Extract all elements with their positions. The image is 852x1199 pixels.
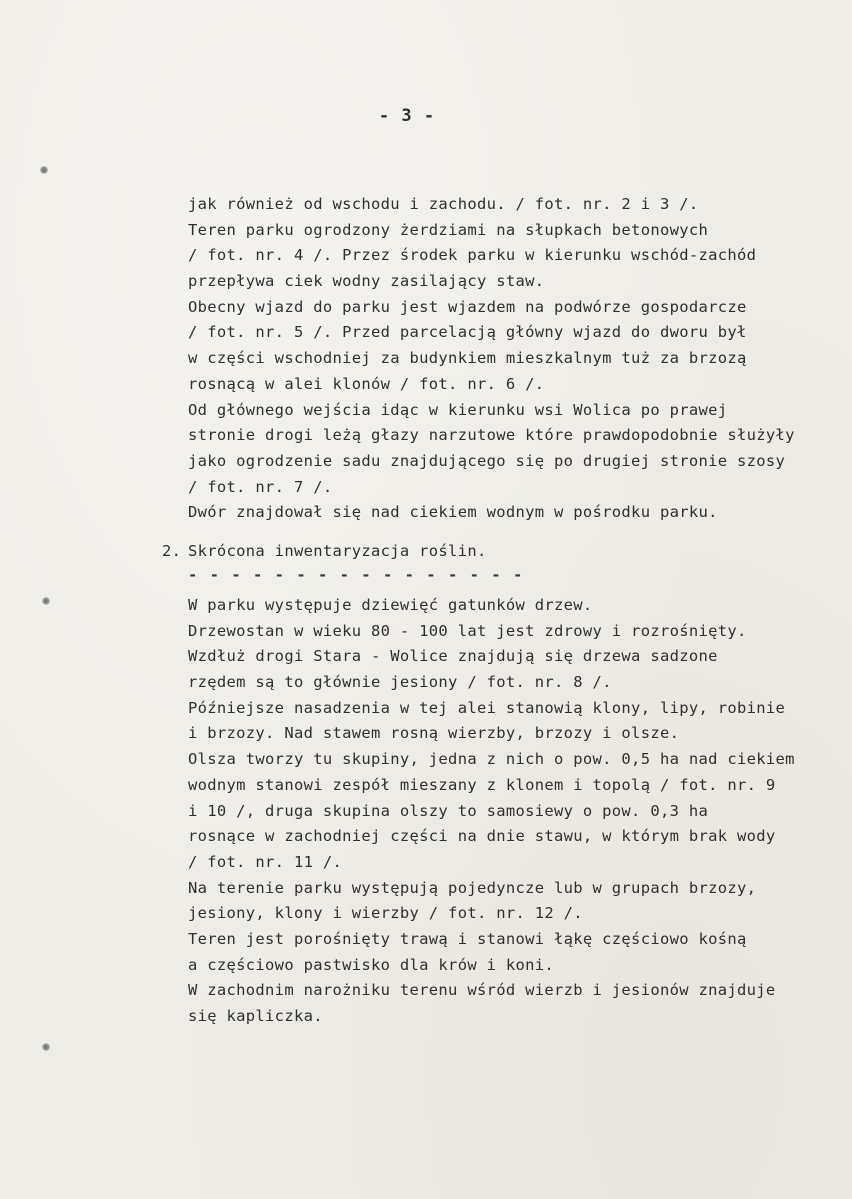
text-line: się kapliczka.: [188, 1007, 323, 1025]
text-line: Teren jest porośnięty trawą i stanowi łąkę częściowo kośną: [188, 929, 747, 948]
text-line: w części wschodniej za budynkiem mieszkalnym tuż za brzozą: [188, 349, 747, 368]
section-title-underline: - - - - - - - - - - - - - - - -: [188, 566, 524, 584]
text-line: jak również od wschodu i zachodu. / fot. nr. 2 i 3 /.: [188, 195, 699, 213]
page-number: - 3 -: [378, 106, 436, 126]
text-line: Obecny wjazd do parku jest wjazdem na podwórze gospodarcze: [188, 297, 747, 316]
text-line: / fot. nr. 7 /.: [188, 477, 333, 496]
text-line: Wzdłuż drogi Stara - Wolice znajdują się drzewa sadzone: [188, 647, 718, 666]
text-line: Na terenie parku występują pojedyncze lub w grupach brzozy,: [188, 878, 757, 897]
text-line: rosnące w zachodniej części na dnie stawu, w którym brak wody: [188, 827, 776, 846]
text-line: rzędem są to głównie jesiony / fot. nr. 8 /.: [188, 673, 612, 692]
text-line: Teren parku ogrodzony żerdziami na słupkach betonowych: [188, 220, 709, 239]
section-number: 2.: [162, 542, 182, 560]
text-line: W parku występuje dziewięć gatunków drzew.: [188, 596, 593, 614]
text-line: jesiony, klony i wierzby / fot. nr. 12 /.: [188, 904, 583, 923]
section-heading: [162, 542, 487, 560]
text-line: Późniejsze nasadzenia w tej alei stanowią klony, lipy, robinie: [188, 698, 786, 717]
punch-hole-top: [40, 166, 48, 174]
text-line: Olsza tworzy tu skupiny, jedna z nich o pow. 0,5 ha nad ciekiem: [188, 750, 795, 769]
text-line: wodnym stanowi zespół mieszany z klonem i topolą / fot. nr. 9: [188, 775, 776, 794]
punch-hole-bottom: [42, 1043, 50, 1051]
text-line: stronie drogi leżą głazy narzutowe które prawdopodobnie służyły: [188, 426, 795, 445]
text-line: Drzewostan w wieku 80 - 100 lat jest zdrowy i rozrośnięty.: [188, 621, 747, 640]
text-line: rosnącą w alei klonów / fot. nr. 6 /.: [188, 374, 545, 393]
text-line: W zachodnim narożniku terenu wśród wierzb i jesionów znajduje: [188, 981, 776, 1000]
paragraph-plant-inventory: [188, 593, 838, 1030]
text-line: / fot. nr. 5 /. Przed parcelacją główny wjazd do dworu był: [188, 323, 747, 342]
text-line: Dwór znajdował się nad ciekiem wodnym w pośrodku parku.: [188, 503, 718, 522]
text-line: jako ogrodzenie sadu znajdującego się po drugiej stronie szosy: [188, 451, 786, 470]
text-line: przepływa ciek wodny zasilający staw.: [188, 272, 545, 291]
section-title: Skrócona inwentaryzacja roślin.: [188, 542, 487, 560]
punch-hole-middle: [42, 597, 50, 605]
text-line: i 10 /, druga skupina olszy to samosiewy o pow. 0,3 ha: [188, 801, 709, 820]
text-line: / fot. nr. 11 /.: [188, 852, 343, 871]
text-line: Od głównego wejścia idąc w kierunku wsi Wolica po prawej: [188, 400, 728, 419]
text-line: i brzozy. Nad stawem rosną wierzby, brzozy i olsze.: [188, 724, 680, 743]
text-line: / fot. nr. 4 /. Przez środek parku w kierunku wschód-zachód: [188, 246, 757, 265]
text-line: a częściowo pastwisko dla krów i koni.: [188, 955, 555, 974]
paragraph-park-description: [188, 192, 838, 526]
